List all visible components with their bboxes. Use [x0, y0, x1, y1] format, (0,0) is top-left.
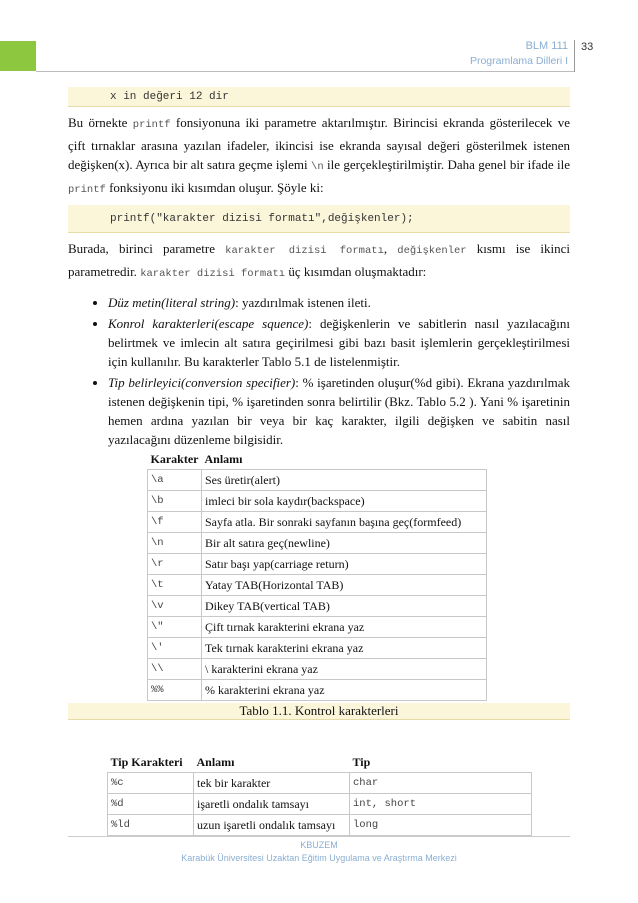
table-row: [148, 659, 487, 680]
header-course: BLM 111: [525, 40, 568, 52]
footer-org: KBUZEM: [300, 840, 338, 850]
table-row: [108, 773, 532, 794]
meaning-cell: imleci bir sola kaydır(backspace): [201, 491, 486, 512]
page-number: 33: [581, 41, 594, 53]
table-row: [108, 794, 532, 815]
escape-code-cell: \n: [148, 533, 202, 554]
list-item: [108, 293, 570, 312]
table-caption: Tablo 1.1. Kontrol karakterleri: [68, 703, 570, 720]
meaning-cell: Satır başı yap(carriage return): [201, 554, 486, 575]
paragraph-2: [68, 239, 570, 284]
list-item: [108, 314, 570, 371]
type-char-cell: %ld: [108, 815, 194, 836]
type-cell: char: [350, 773, 532, 794]
meaning-cell: uzun işaretli ondalık tamsayı: [194, 815, 350, 836]
bullet-term: Tip belirleyici(conversion specifier): [108, 375, 296, 390]
table-row: [148, 554, 487, 575]
table-row: [148, 512, 487, 533]
header-subtitle: Programlama Dilleri I: [469, 55, 568, 67]
table-row: [148, 491, 487, 512]
table-row: [108, 815, 532, 836]
para2-code-b: değişkenler: [397, 245, 467, 257]
control-characters-table: [147, 449, 487, 701]
bullet-text: : % işaretinden oluşur(%d gibi). Ekrana yazdırılmak istenen değişkenin tipi, % işaretinden sonra belirtilir (Bkz. Tablo 5.2 ). Yani % işaretinin hemen ardına yazılan bir veya bir kaç karakter, ilgili değişken ve sabitin nasıl yazılacağını düzenleme bilgisidir.: [108, 375, 570, 447]
footer-divider: [68, 836, 570, 837]
escape-code-cell: \r: [148, 554, 202, 575]
para2-code-a: karakter dizisi formatı: [225, 245, 384, 257]
bullet-text: : değişkenlerin ve sabitlerin nasıl yazılacağını belirtmek ve imlecin alt satıra geçirilmesi gibi bazı basit işlemlerin gerçekleştirilmesi için kullanılır. Bu karakterler Tablo 5.1 de listelenmiştir.: [108, 316, 570, 369]
meaning-cell: % karakterini ekrana yaz: [201, 680, 486, 701]
type-cell: long: [350, 815, 532, 836]
table-header-cell: Anlamı: [196, 754, 235, 769]
table-row: [148, 596, 487, 617]
table-row: [148, 470, 487, 491]
table-row: [148, 638, 487, 659]
meaning-cell: Dikey TAB(vertical TAB): [201, 596, 486, 617]
para1-text-b: fonsiyonuna iki parametre aktarılmıştır. Birincisi ekranda gösterilecek ve çift tırnaklar arasına yazılan ifadeler, ikincisi ise ekranda sayısal değeri gösterilmek istenen değişken(x). Ayrıca bir alt satıra geçme işlemi: [68, 115, 570, 172]
header-page-divider: [574, 40, 575, 72]
table-header-cell: Anlamı: [204, 451, 243, 466]
paragraph-1: [68, 113, 570, 200]
meaning-cell: Bir alt satıra geç(newline): [201, 533, 486, 554]
type-char-cell: %d: [108, 794, 194, 815]
code-text-2: printf("karakter dizisi formatı",değişkenler);: [110, 213, 414, 225]
para1-code-c: printf: [68, 183, 106, 196]
table-header-cell: Tip Karakteri: [110, 754, 183, 769]
escape-code-cell: \": [148, 617, 202, 638]
table-header-row: [108, 752, 532, 773]
escape-code-cell: \\: [148, 659, 202, 680]
bullet-text: : yazdırılmak istenen ileti.: [235, 295, 371, 310]
escape-code-cell: \v: [148, 596, 202, 617]
para1-text-c: ile gerçekleştirilmiştir. Daha genel bir ifade ile: [323, 157, 570, 172]
escape-code-cell: \b: [148, 491, 202, 512]
table-row: [148, 617, 487, 638]
type-char-cell: %c: [108, 773, 194, 794]
code-text-1: x in değeri 12 dir: [110, 91, 229, 103]
bullet-term: Konrol karakterleri(escape squence): [108, 316, 309, 331]
code-block-2: [68, 205, 570, 233]
header-accent-bar: [0, 41, 36, 71]
meaning-cell: işaretli ondalık tamsayı: [194, 794, 350, 815]
header-divider: [36, 71, 574, 72]
meaning-cell: Tek tırnak karakterini ekrana yaz: [201, 638, 486, 659]
para2-text-d: üç kısımdan oluşmaktadır:: [285, 263, 427, 279]
table-header-cell: Tip: [352, 754, 371, 769]
table-header-row: [148, 449, 487, 470]
code-block-1: [68, 87, 570, 107]
bullet-list: [68, 293, 570, 451]
para1-code-a: printf: [132, 119, 171, 131]
para1-text-a: Bu örnekte: [68, 115, 133, 130]
escape-code-cell: \a: [148, 470, 202, 491]
para1-code-b: \n: [311, 161, 324, 173]
list-item: [108, 373, 570, 449]
meaning-cell: Çift tırnak karakterini ekrana yaz: [201, 617, 486, 638]
para2-text-a: Burada, birinci parametre: [68, 241, 226, 256]
meaning-cell: Ses üretir(alert): [201, 470, 486, 491]
meaning-cell: \ karakterini ekrana yaz: [201, 659, 486, 680]
meaning-cell: tek bir karakter: [194, 773, 350, 794]
escape-code-cell: %%: [148, 680, 202, 701]
table-header-cell: Karakter: [150, 451, 199, 466]
meaning-cell: Sayfa atla. Bir sonraki sayfanın başına geç(formfeed): [201, 512, 486, 533]
type-cell: int, short: [350, 794, 532, 815]
bullet-term: Düz metin(literal string): [108, 295, 236, 310]
para2-text-b: ,: [383, 241, 398, 256]
type-characters-table: [107, 752, 532, 836]
table-row: [148, 575, 487, 596]
table-row: [148, 533, 487, 554]
escape-code-cell: \t: [148, 575, 202, 596]
meaning-cell: Yatay TAB(Horizontal TAB): [201, 575, 486, 596]
escape-code-cell: \': [148, 638, 202, 659]
para1-text-d: fonksiyonu iki kısımdan oluşur. Şöyle ki:: [105, 179, 324, 195]
para2-code-c: karakter dizisi formatı: [140, 267, 286, 280]
footer-org-full: Karabük Üniversitesi Uzaktan Eğitim Uygulama ve Araştırma Merkezi: [181, 853, 457, 863]
escape-code-cell: \f: [148, 512, 202, 533]
para2-text-c: kısmı ise ikinci parametredir.: [68, 241, 570, 279]
table-row: [148, 680, 487, 701]
